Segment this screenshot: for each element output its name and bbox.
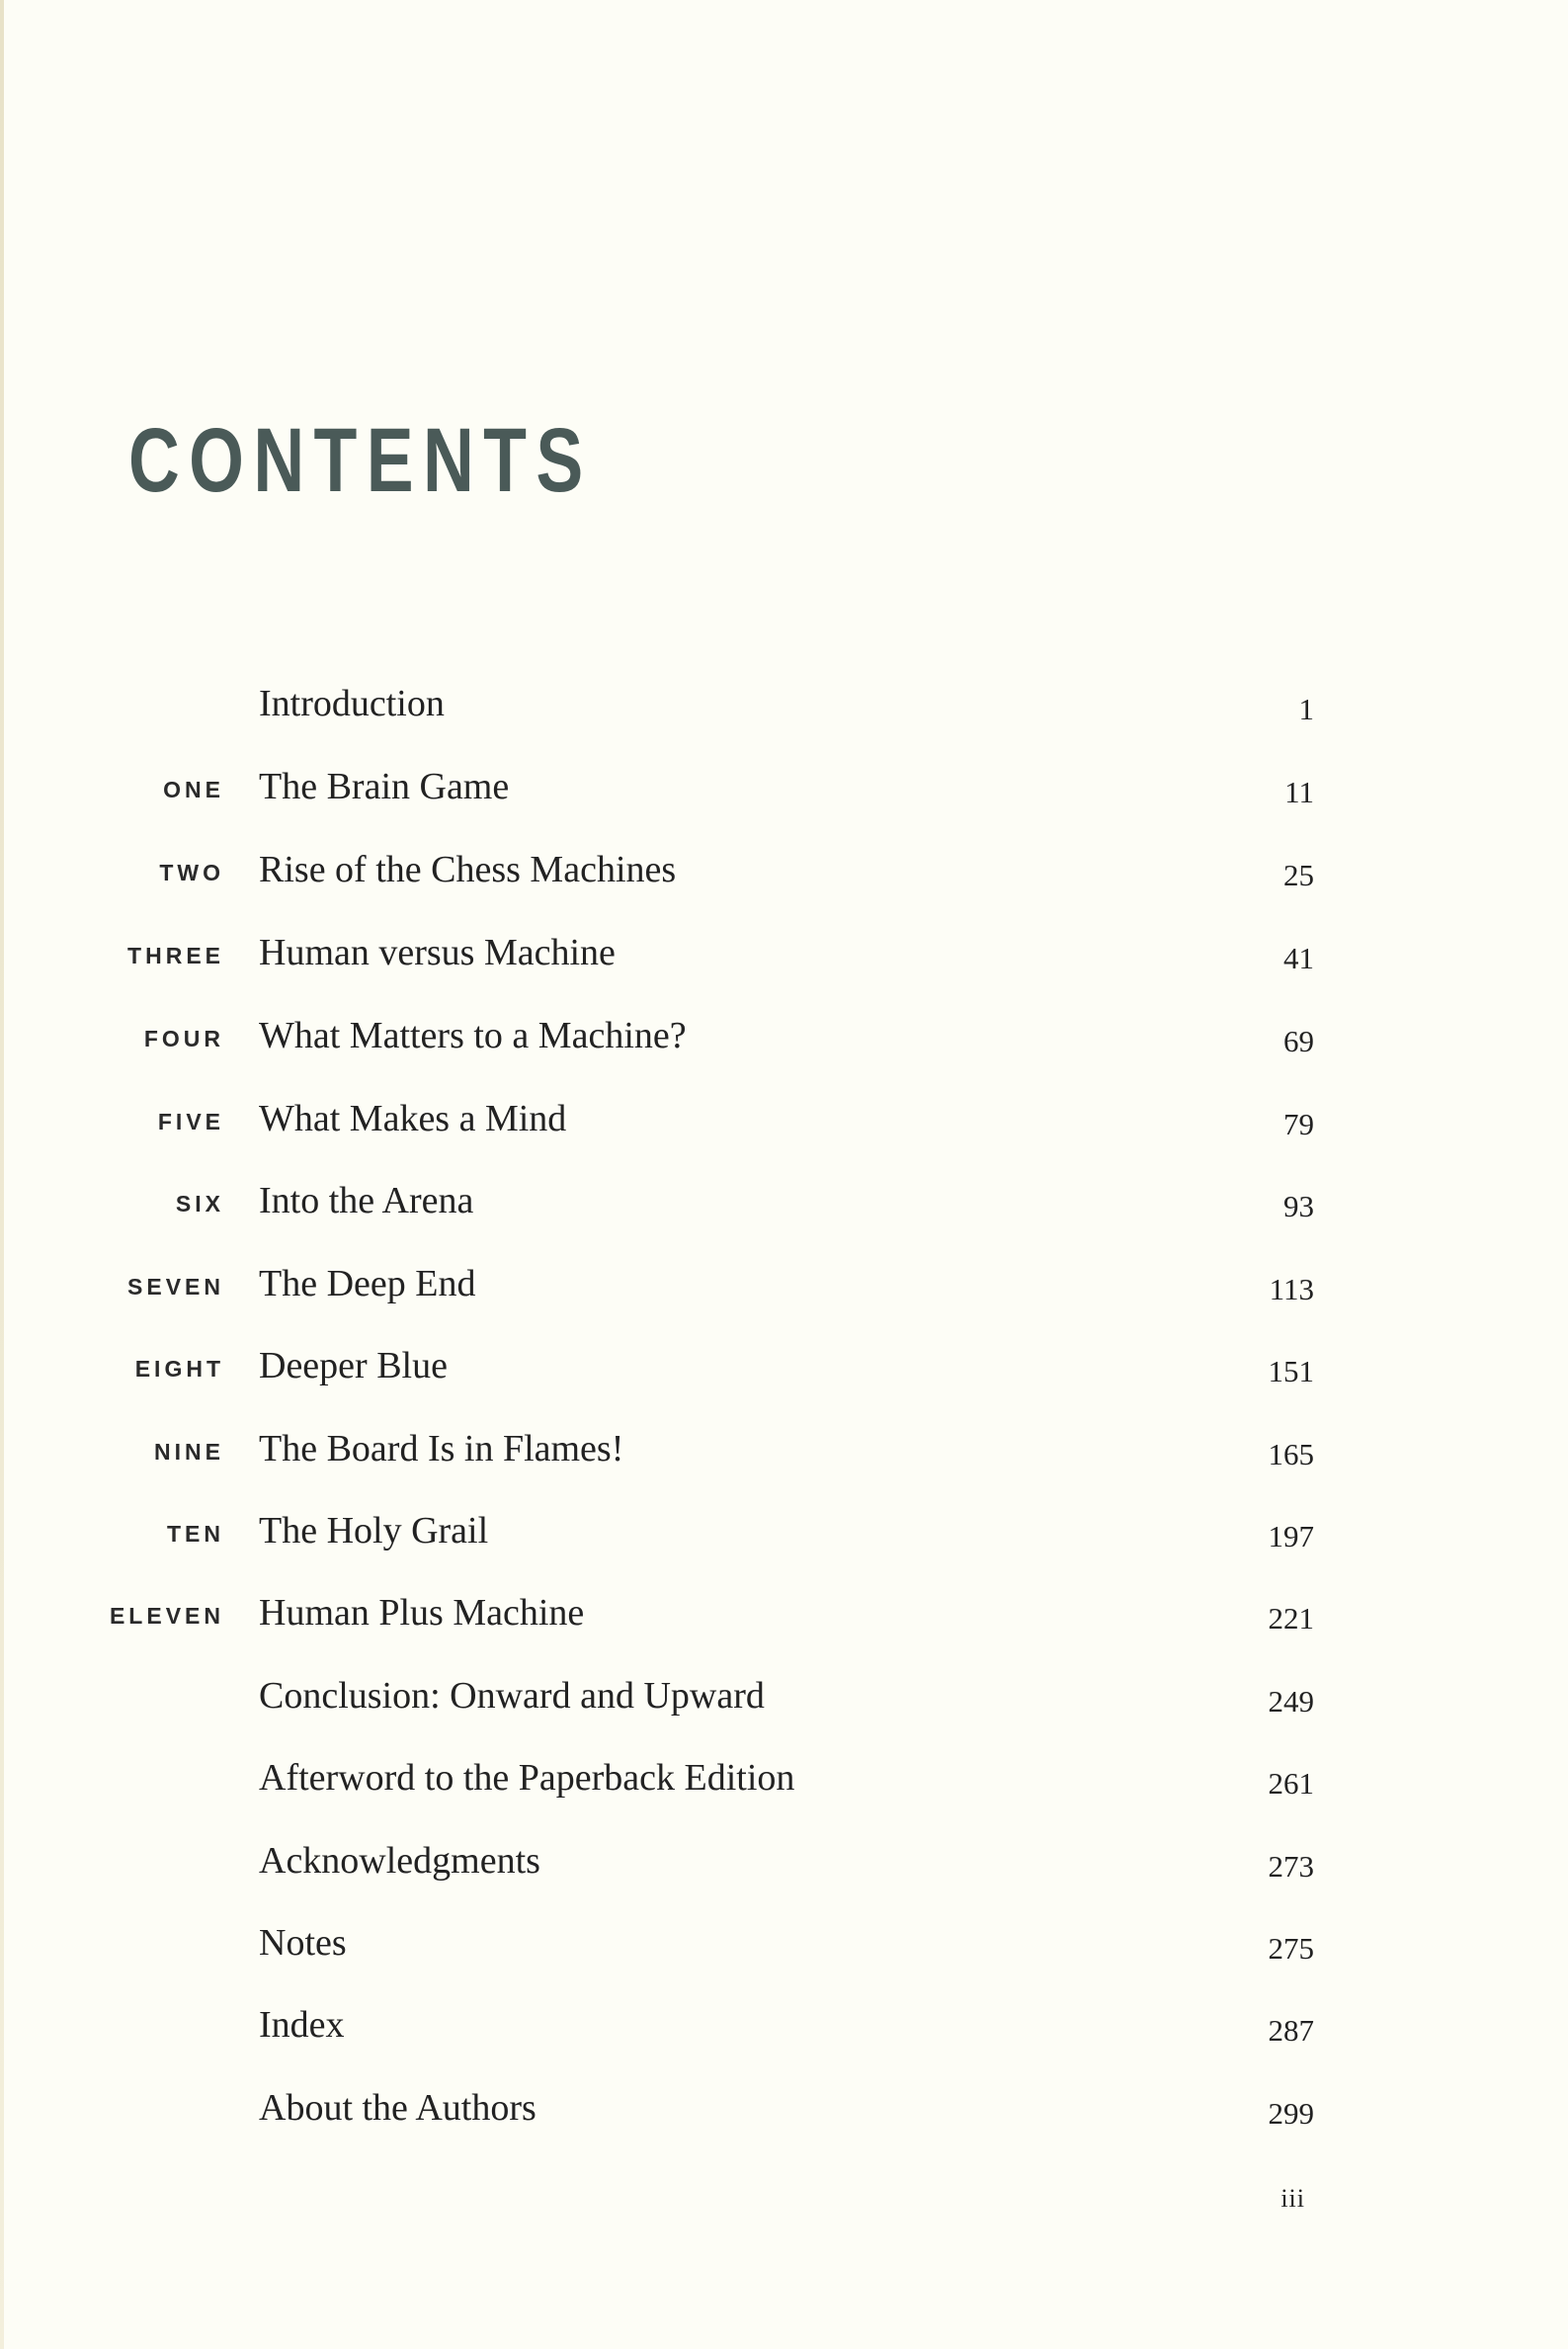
chapter-title: Into the Arena bbox=[259, 1180, 474, 1222]
chapter-title: The Holy Grail bbox=[259, 1510, 489, 1552]
toc-entry[interactable] bbox=[0, 2086, 1568, 2145]
toc-entry[interactable] bbox=[0, 765, 1568, 824]
chapter-title: Deeper Blue bbox=[259, 1345, 448, 1387]
page-number: 165 bbox=[1268, 1436, 1314, 1471]
chapter-title: About the Authors bbox=[259, 2086, 536, 2129]
page-number: 11 bbox=[1284, 775, 1314, 809]
toc-entry[interactable] bbox=[0, 1014, 1568, 1073]
page-number: 151 bbox=[1268, 1354, 1314, 1389]
page-number: 275 bbox=[1268, 1931, 1314, 1966]
toc-entry[interactable] bbox=[0, 1921, 1568, 1980]
chapter-title: The Board Is in Flames! bbox=[259, 1427, 624, 1469]
toc-entry[interactable] bbox=[0, 1262, 1568, 1321]
chapter-title: The Deep End bbox=[259, 1262, 476, 1304]
chapter-title: Introduction bbox=[259, 683, 445, 724]
chapter-number: ONE bbox=[163, 777, 224, 802]
page-number: 249 bbox=[1268, 1683, 1314, 1719]
chapter-number: TWO bbox=[159, 860, 224, 885]
chapter-title: What Matters to a Machine? bbox=[259, 1015, 687, 1056]
toc-entry[interactable] bbox=[0, 931, 1568, 990]
chapter-number: ELEVEN bbox=[109, 1603, 224, 1630]
toc-entry[interactable] bbox=[0, 1179, 1568, 1238]
page-number: 287 bbox=[1268, 2013, 1314, 2049]
toc-entry[interactable] bbox=[0, 1756, 1568, 1815]
page-number: 113 bbox=[1269, 1271, 1314, 1306]
page-number: 93 bbox=[1283, 1189, 1314, 1224]
chapter-number: FIVE bbox=[157, 1109, 224, 1134]
page-number: 1 bbox=[1298, 692, 1314, 726]
chapter-number: SEVEN bbox=[127, 1273, 224, 1300]
toc-entry[interactable] bbox=[0, 1674, 1568, 1733]
page-title: CONTENTS bbox=[128, 410, 593, 511]
toc-entry[interactable] bbox=[0, 1097, 1568, 1156]
page-number: 25 bbox=[1283, 858, 1314, 892]
chapter-title: Acknowledgments bbox=[259, 1839, 540, 1882]
toc-entry[interactable] bbox=[0, 1427, 1568, 1486]
toc-entry[interactable] bbox=[0, 1509, 1568, 1568]
page-number: 41 bbox=[1283, 941, 1314, 975]
chapter-title: The Brain Game bbox=[259, 766, 510, 807]
chapter-number: NINE bbox=[154, 1438, 224, 1465]
chapter-title: Rise of the Chess Machines bbox=[259, 849, 677, 890]
chapter-number: TEN bbox=[167, 1521, 224, 1547]
chapter-number: FOUR bbox=[143, 1026, 224, 1051]
page-number: 273 bbox=[1268, 1848, 1314, 1884]
chapter-number: THREE bbox=[127, 943, 224, 968]
toc-entry[interactable] bbox=[0, 1344, 1568, 1403]
chapter-title: Index bbox=[259, 2004, 345, 2047]
toc-entry[interactable] bbox=[0, 2003, 1568, 2062]
toc-entry[interactable] bbox=[0, 848, 1568, 907]
page-edge bbox=[0, 0, 4, 2349]
page-number: 261 bbox=[1268, 1766, 1314, 1802]
chapter-number: EIGHT bbox=[134, 1356, 224, 1383]
chapter-number: SIX bbox=[175, 1191, 224, 1217]
chapter-title: What Makes a Mind bbox=[259, 1098, 567, 1139]
page-number: 79 bbox=[1283, 1107, 1314, 1141]
page-folio: iii bbox=[1280, 2184, 1305, 2213]
page-number: 69 bbox=[1283, 1024, 1314, 1058]
chapter-title: Afterword to the Paperback Edition bbox=[259, 1757, 795, 1800]
page-number: 221 bbox=[1268, 1601, 1314, 1636]
toc-entry[interactable] bbox=[0, 1591, 1568, 1650]
toc-entry[interactable] bbox=[0, 682, 1568, 741]
page-number: 299 bbox=[1268, 2095, 1314, 2131]
page-number: 197 bbox=[1268, 1519, 1314, 1553]
chapter-title: Notes bbox=[259, 1922, 347, 1964]
chapter-title: Human Plus Machine bbox=[259, 1592, 585, 1635]
chapter-title: Human versus Machine bbox=[259, 932, 616, 973]
toc-entry[interactable] bbox=[0, 1839, 1568, 1898]
chapter-title: Conclusion: Onward and Upward bbox=[259, 1674, 765, 1717]
